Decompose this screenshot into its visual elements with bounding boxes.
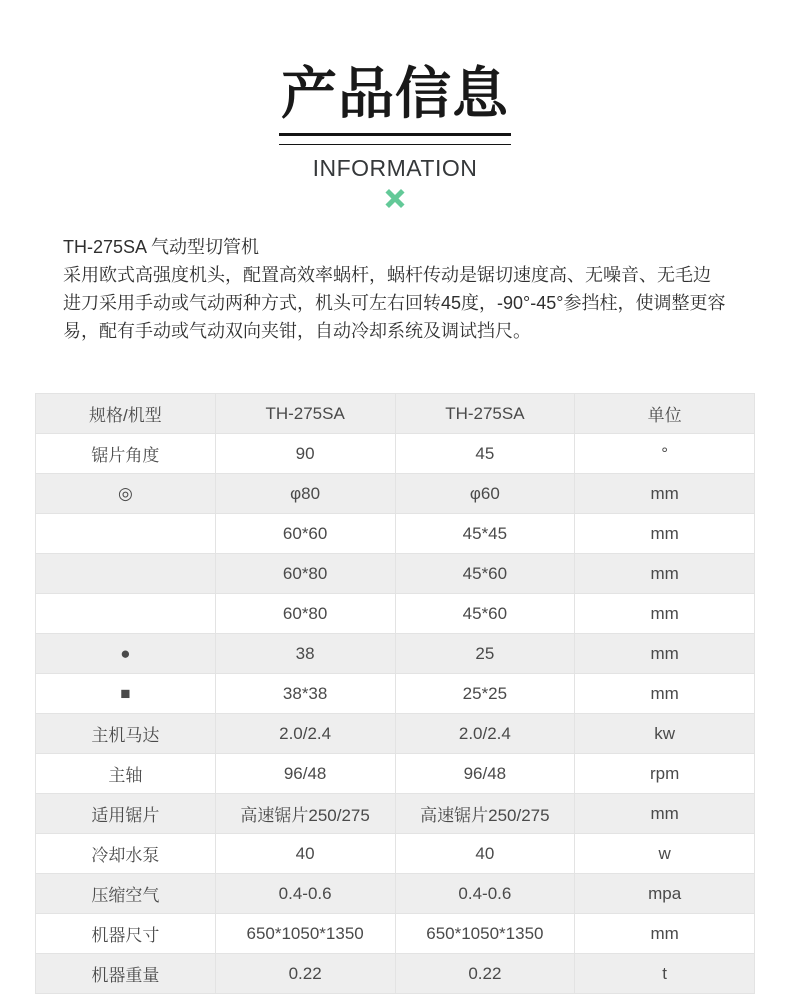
table-cell: 压缩空气 [36, 874, 216, 914]
table-cell [36, 514, 216, 554]
table-cell: 2.0/2.4 [395, 714, 575, 754]
table-cell: 高速锯片250/275 [395, 794, 575, 834]
header-cell: 规格/机型 [36, 394, 216, 434]
table-cell: mm [575, 594, 755, 634]
table-cell: kw [575, 714, 755, 754]
table-row [36, 634, 755, 674]
table-row [36, 794, 755, 834]
table-cell: 45*60 [395, 594, 575, 634]
table-cell: 96/48 [395, 754, 575, 794]
table-cell: 机器尺寸 [36, 914, 216, 954]
table-header-row [36, 394, 755, 434]
table-cell: rpm [575, 754, 755, 794]
table-row [36, 554, 755, 594]
table-cell: mm [575, 474, 755, 514]
header-cell: 单位 [575, 394, 755, 434]
table-row [36, 834, 755, 874]
title-divider-thin [279, 144, 511, 145]
table-cell: 90 [215, 434, 395, 474]
table-cell: 40 [395, 834, 575, 874]
table-cell: 25*25 [395, 674, 575, 714]
table-cell: 60*80 [215, 594, 395, 634]
table-cell: ● [36, 634, 216, 674]
table-cell: 38 [215, 634, 395, 674]
table-cell: 锯片角度 [36, 434, 216, 474]
table-cell: 2.0/2.4 [215, 714, 395, 754]
table-cell: 45 [395, 434, 575, 474]
table-row [36, 674, 755, 714]
table-cell: w [575, 834, 755, 874]
table-cell: 冷却水泵 [36, 834, 216, 874]
table-cell: 650*1050*1350 [215, 914, 395, 954]
table-cell: 38*38 [215, 674, 395, 714]
title-divider-thick [279, 133, 511, 136]
table-cell: 0.22 [215, 954, 395, 994]
table-cell: φ60 [395, 474, 575, 514]
table-cell: 60*60 [215, 514, 395, 554]
table-cell: mm [575, 674, 755, 714]
table-cell: mm [575, 514, 755, 554]
table-row [36, 714, 755, 754]
table-cell: 0.4-0.6 [215, 874, 395, 914]
table-cell: 96/48 [215, 754, 395, 794]
table-cell: 45*45 [395, 514, 575, 554]
table-row [36, 874, 755, 914]
table-cell: mm [575, 914, 755, 954]
table-cell: 60*80 [215, 554, 395, 594]
page-title: 产品信息 [281, 62, 509, 125]
description-line: 易，配有手动或气动双向夹钳，自动冷却系统及调试挡尺。 [63, 321, 531, 341]
table-cell: mm [575, 554, 755, 594]
table-cell: 主轴 [36, 754, 216, 794]
page-subtitle: INFORMATION [312, 155, 478, 181]
table-cell: 机器重量 [36, 954, 216, 994]
table-cell: mpa [575, 874, 755, 914]
description-line: 采用欧式高强度机头，配置高效率蜗杆，蜗杆传动是锯切速度高、无噪音、无毛边 [63, 265, 711, 285]
table-cell: 650*1050*1350 [395, 914, 575, 954]
table-row [36, 754, 755, 794]
page-header [0, 0, 790, 208]
table-cell: 40 [215, 834, 395, 874]
table-cell [36, 554, 216, 594]
table-cell: ◎ [36, 474, 216, 514]
table-cell: ■ [36, 674, 216, 714]
table-cell: 主机马达 [36, 714, 216, 754]
table-cell: t [575, 954, 755, 994]
table-row [36, 514, 755, 554]
table-cell: mm [575, 634, 755, 674]
spec-table [35, 393, 755, 994]
table-row [36, 594, 755, 634]
table-cell: ° [575, 434, 755, 474]
table-cell: φ80 [215, 474, 395, 514]
header-cell: TH-275SA [395, 394, 575, 434]
table-row [36, 914, 755, 954]
table-cell: 高速锯片250/275 [215, 794, 395, 834]
header-cell: TH-275SA [215, 394, 395, 434]
table-cell: 适用锯片 [36, 794, 216, 834]
table-cell: 25 [395, 634, 575, 674]
table-row [36, 474, 755, 514]
description-line: 进刀采用手动或气动两种方式，机头可左右回转45度，-90°-45°参挡柱，使调整更容 [63, 293, 726, 313]
spec-table-body [36, 434, 755, 994]
product-description [63, 233, 732, 345]
table-cell: 45*60 [395, 554, 575, 594]
spec-table-head [36, 394, 755, 434]
product-name: TH-275SA 气动型切管机 [63, 237, 260, 257]
table-cell: 0.4-0.6 [395, 874, 575, 914]
table-cell: 0.22 [395, 954, 575, 994]
table-row [36, 434, 755, 474]
table-cell: mm [575, 794, 755, 834]
table-cell [36, 594, 216, 634]
table-row [36, 954, 755, 994]
x-mark-icon [384, 189, 406, 208]
